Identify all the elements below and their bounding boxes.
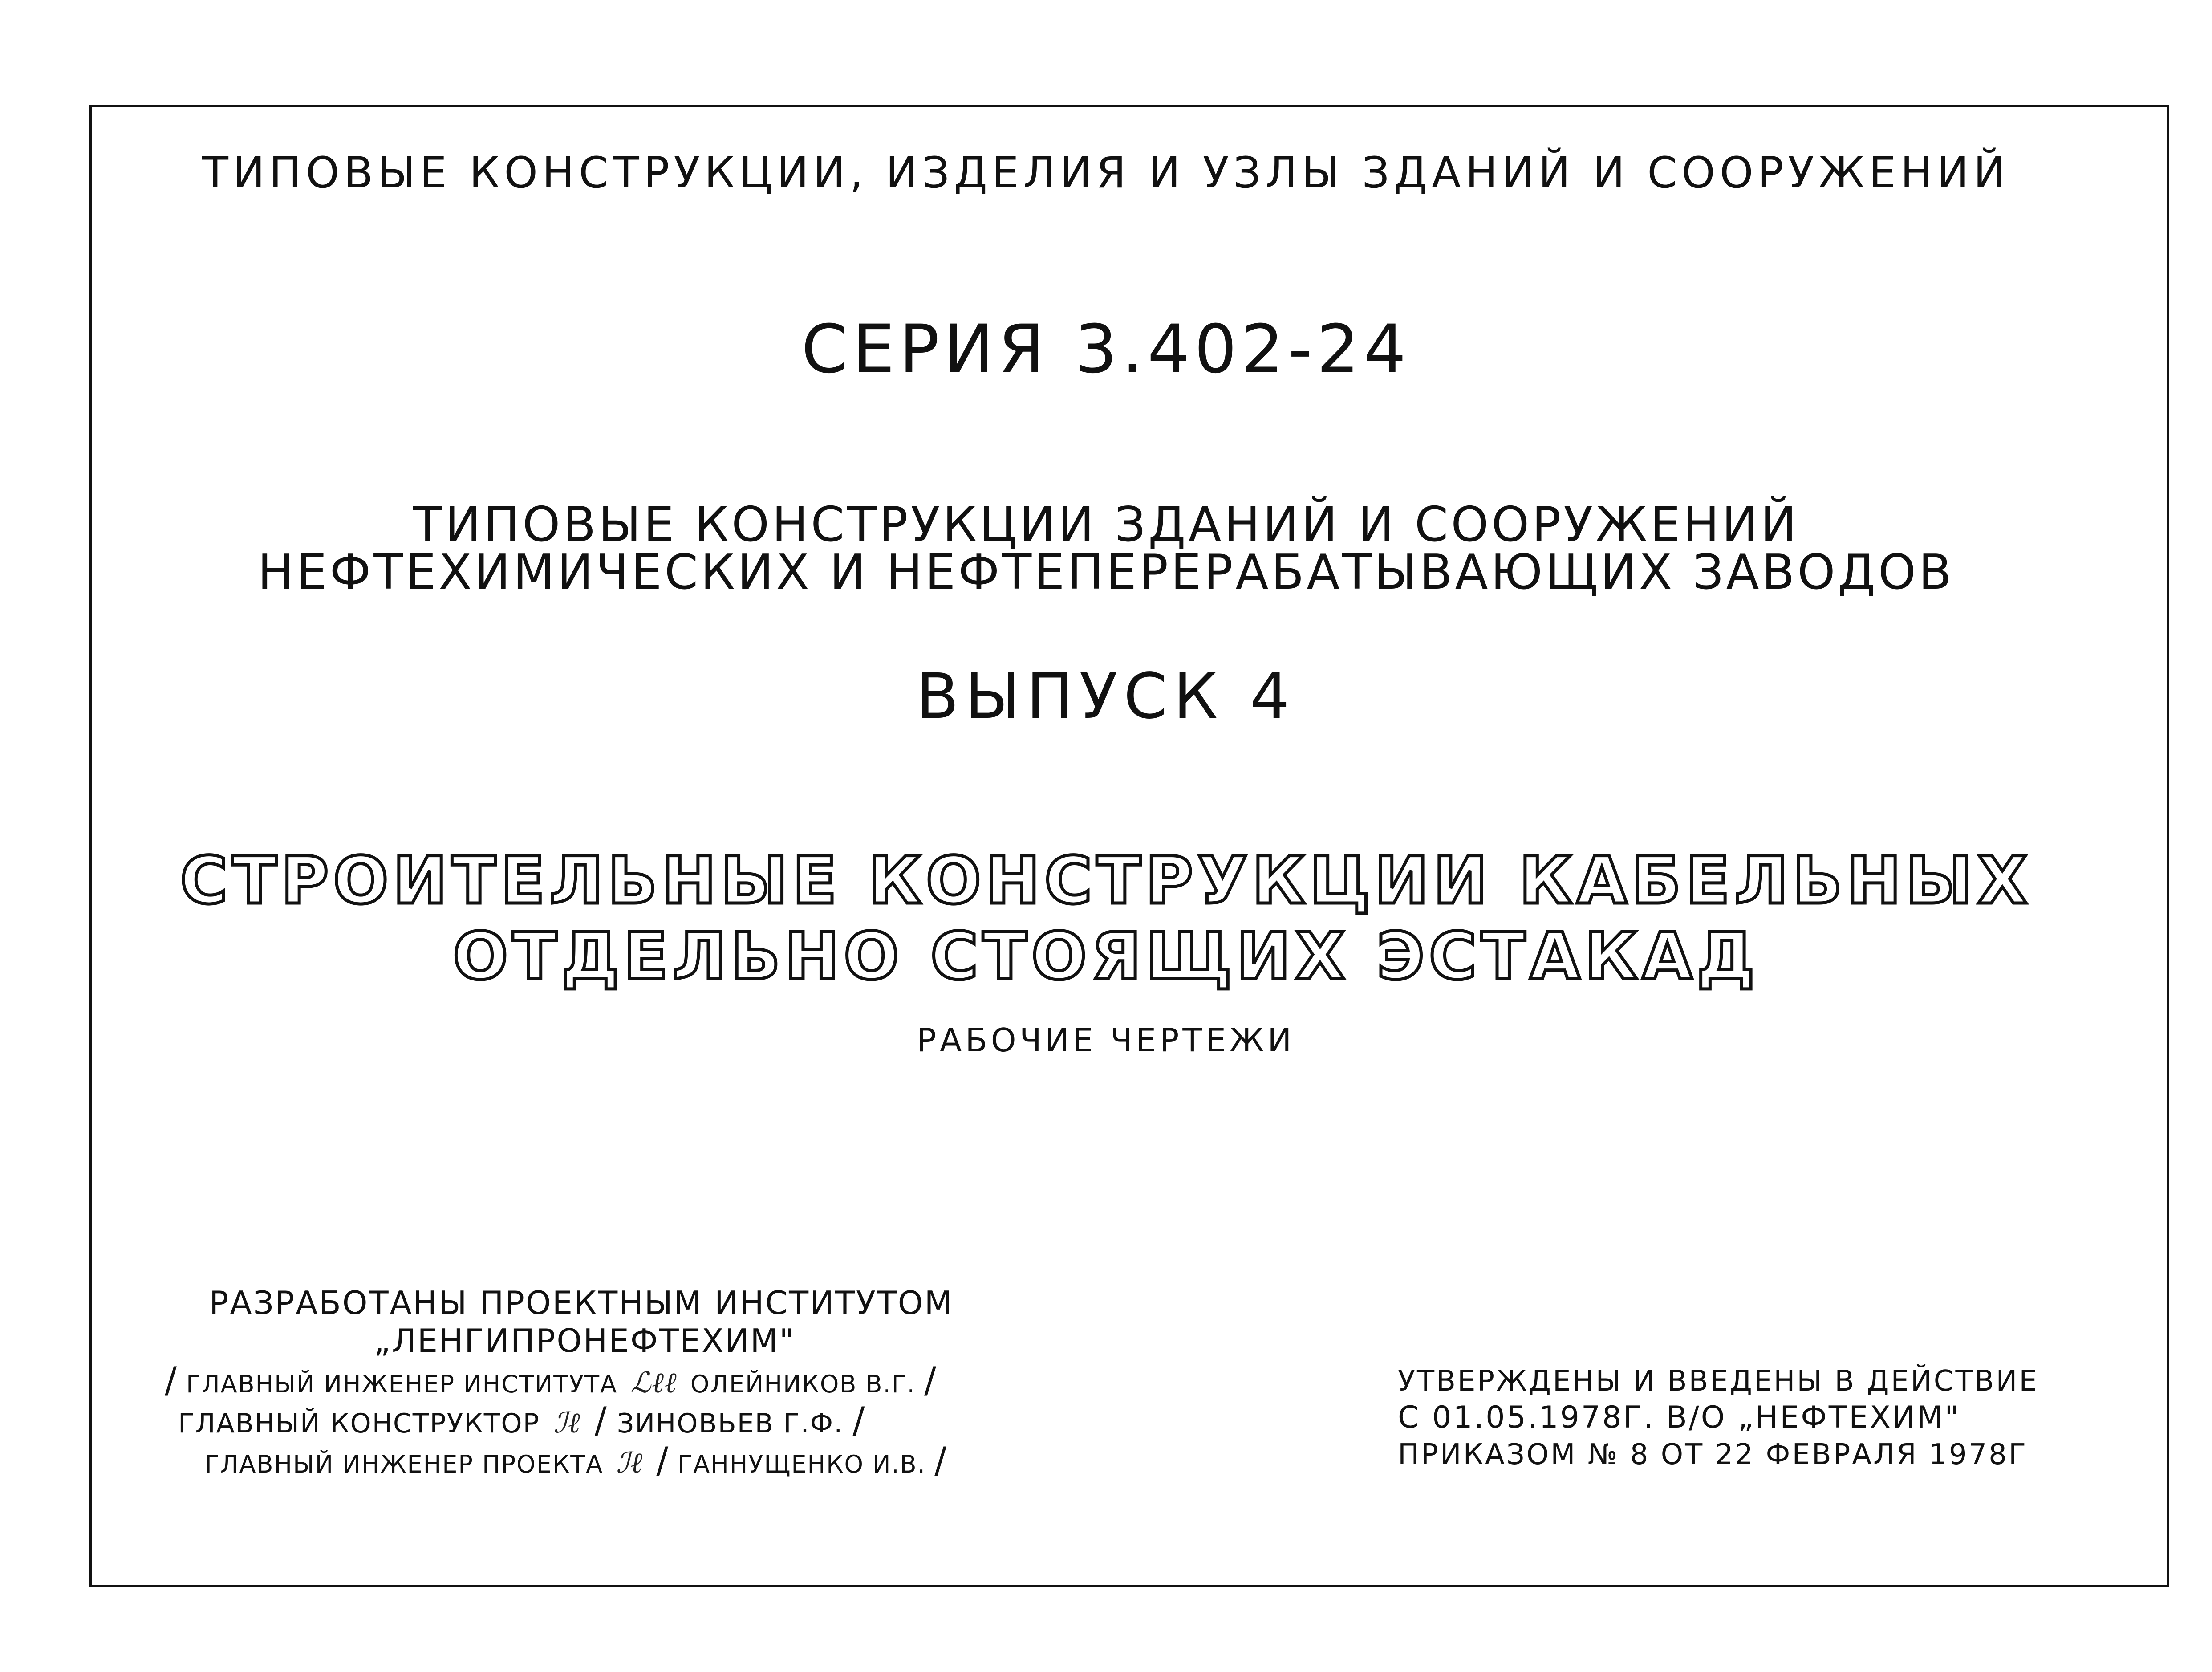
institute-name: „ЛЕНГИПРОНЕФТЕХИМ"	[374, 1322, 796, 1359]
series-title: СЕРИЯ 3.402-24	[801, 311, 1411, 388]
main-title-line-1: СТРОИТЕЛЬНЫЕ КОНСТРУКЦИИ КАБЕЛЬНЫХ	[180, 843, 2032, 919]
slash-mark: /	[852, 1399, 866, 1441]
signature-name: ЗИНОВЬЕВ Г.Ф.	[617, 1408, 844, 1439]
slash-mark: /	[924, 1359, 937, 1401]
signature-row	[178, 1399, 866, 1441]
handwritten-signature: ℐℓ	[616, 1447, 644, 1480]
signature-role: ГЛАВНЫЙ ИНЖЕНЕР ИНСТИТУТА	[186, 1370, 618, 1398]
signature-role: ГЛАВНЫЙ КОНСТРУКТОР	[178, 1408, 540, 1439]
signature-role: ГЛАВНЫЙ ИНЖЕНЕР ПРОЕКТА	[205, 1450, 604, 1478]
signature-name: ГАННУЩЕНКО И.В.	[678, 1450, 926, 1478]
drawings-type: РАБОЧИЕ ЧЕРТЕЖИ	[917, 1021, 1295, 1059]
main-title-line-2: ОТДЕЛЬНО СТОЯЩИХ ЭСТАКАД	[453, 919, 1759, 994]
handwritten-signature: ℒℓℓ	[630, 1367, 678, 1399]
subtitle-line-1: ТИПОВЫЕ КОНСТРУКЦИИ ЗДАНИЙ И СООРУЖЕНИЙ	[413, 497, 1799, 553]
slash-mark: /	[594, 1399, 608, 1441]
approval-line-3: ПРИКАЗОМ № 8 ОТ 22 ФЕВРАЛЯ 1978Г	[1398, 1438, 2028, 1471]
signature-row	[205, 1440, 948, 1481]
top-header: ТИПОВЫЕ КОНСТРУКЦИИ, ИЗДЕЛИЯ И УЗЛЫ ЗДАНИЙ И СООРУЖЕНИЙ	[202, 148, 2010, 198]
handwritten-signature: ℐℓ	[553, 1407, 581, 1440]
approval-line-2: С 01.05.1978Г. В/О „НЕФТЕХИМ"	[1398, 1400, 1960, 1435]
slash-mark: /	[934, 1440, 948, 1481]
slash-mark: /	[165, 1359, 178, 1401]
issue-title: ВЫПУСК 4	[916, 660, 1296, 733]
subtitle-line-2: НЕФТЕХИМИЧЕСКИХ И НЕФТЕПЕРЕРАБАТЫВАЮЩИХ ЗАВОДОВ	[257, 545, 1955, 600]
approval-line-1: УТВЕРЖДЕНЫ И ВВЕДЕНЫ В ДЕЙСТВИЕ	[1398, 1365, 2039, 1398]
developer-statement: РАЗРАБОТАНЫ ПРОЕКТНЫМ ИНСТИТУТОМ	[209, 1284, 954, 1322]
slash-mark: /	[656, 1440, 670, 1481]
signature-name: ОЛЕЙНИКОВ В.Г.	[690, 1370, 916, 1398]
signature-row	[165, 1359, 937, 1401]
